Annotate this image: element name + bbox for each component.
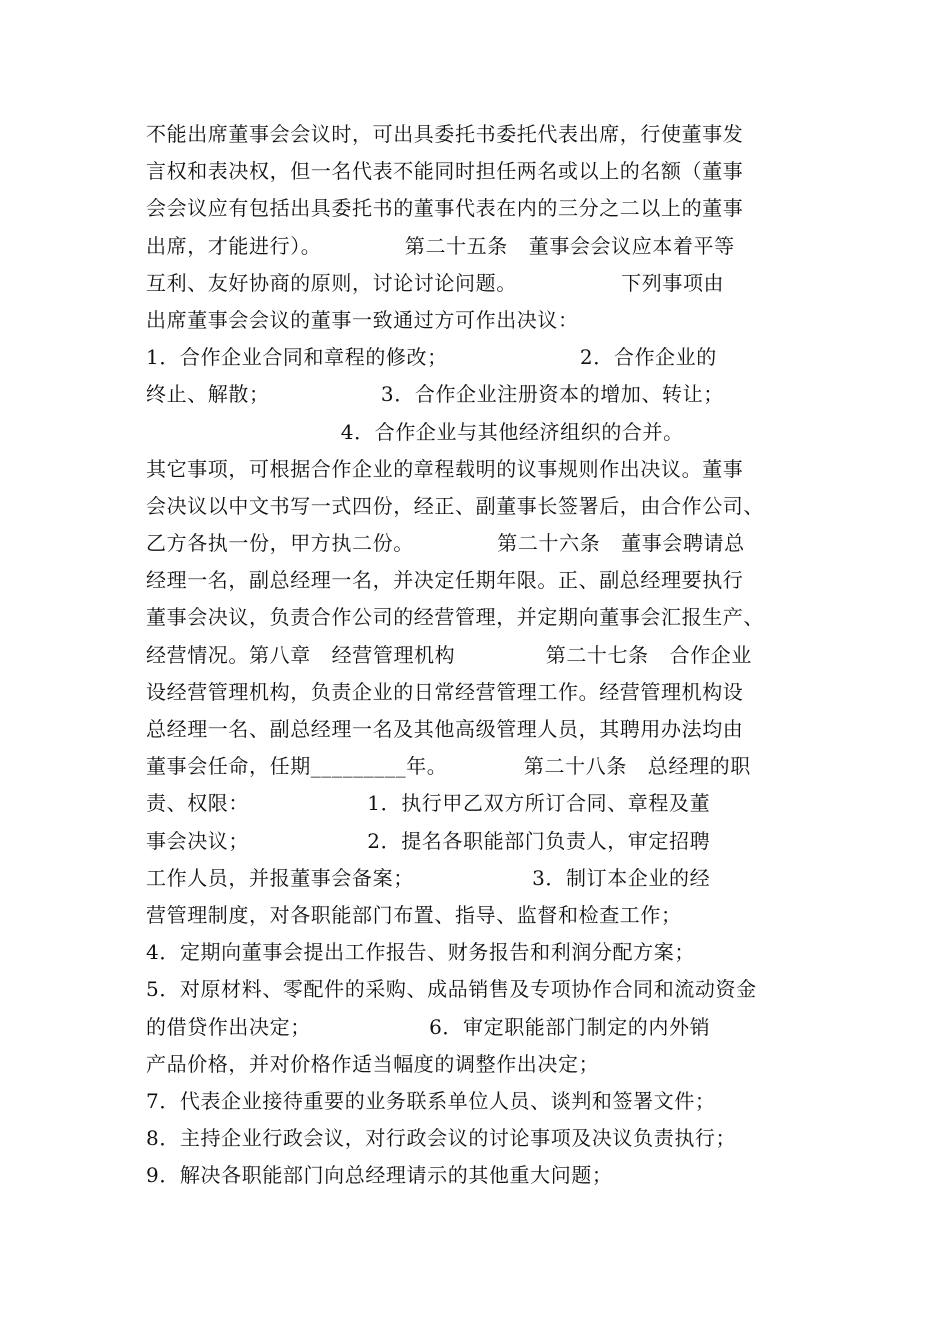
text-line: 产品价格，并对价格作适当幅度的调整作出决定； (146, 1051, 600, 1076)
text-line: 经营情况。第八章 经营管理机构 第二十七条 合作企业 (146, 642, 752, 667)
text-line: 4．合作企业与其他经济组织的合并。 (146, 419, 684, 444)
text-line: 责、权限： 1．执行甲乙双方所订合同、章程及董 (146, 791, 711, 816)
text-line: 董事会任命，任期_________年。 第二十八条 总经理的职 (146, 754, 751, 779)
text-line: 4．定期向董事会提出工作报告、财务报告和利润分配方案； (146, 940, 695, 965)
text-line: 出席，才能进行）。 第二十五条 董事会会议应本着平等 (146, 233, 735, 258)
text-line: 9．解决各职能部门向总经理请示的其他重大问题； (146, 1163, 613, 1188)
text-line: 的借贷作出决定； 6．审定职能部门制定的内外销 (146, 1014, 711, 1039)
text-line: 5．对原材料、零配件的采购、成品销售及专项协作合同和流动资金 (146, 977, 757, 1002)
body-text (146, 116, 826, 1194)
text-line: 会会议应有包括出具委托书的董事代表在内的三分之二以上的董事 (146, 196, 744, 221)
text-line: 设经营管理机构，负责企业的日常经营管理工作。经营管理机构设 (146, 679, 744, 704)
text-line: 不能出席董事会会议时，可出具委托书委托代表出席，行使董事发 (146, 122, 744, 146)
text-line: 终止、解散； 3．合作企业注册资本的增加、转让； (146, 382, 724, 407)
text-line: 董事会决议，负责合作公司的经营管理，并定期向董事会汇报生产、 (146, 605, 764, 630)
text-line: 言权和表决权，但一名代表不能同时担任两名或以上的名额（董事 (146, 159, 744, 184)
text-line: 8．主持企业行政会议，对行政会议的讨论事项及决议负责执行； (146, 1126, 737, 1151)
text-line: 7．代表企业接待重要的业务联系单位人员、谈判和签署文件； (146, 1088, 716, 1113)
text-line: 工作人员，并报董事会备案； 3．制订本企业的经 (146, 865, 711, 890)
text-line: 1．合作企业合同和章程的修改； 2．合作企业的 (146, 345, 717, 370)
text-line: 会决议以中文书写一式四份，经正、副董事长签署后，由合作公司、 (146, 493, 764, 518)
text-line: 出席董事会会议的董事一致通过方可作出决议： (146, 307, 579, 332)
text-line: 其它事项，可根据合作企业的章程载明的议事规则作出决议。董事 (146, 456, 744, 481)
text-line: 事会决议； 2．提名各职能部门负责人，审定招聘 (146, 828, 711, 853)
text-line: 总经理一名、副总经理一名及其他高级管理人员，其聘用办法均由 (146, 717, 744, 741)
text-line: 互利、友好协商的原则，讨论讨论问题。 下列事项由 (146, 270, 725, 295)
text-line: 营管理制度，对各职能部门布置、指导、监督和检查工作； (146, 902, 682, 927)
text-line: 经理一名，副总经理一名，并决定任期年限。正、副总经理要执行 (146, 568, 744, 593)
text-line: 乙方各执一份，甲方执二份。 第二十六条 董事会聘请总 (146, 531, 745, 556)
